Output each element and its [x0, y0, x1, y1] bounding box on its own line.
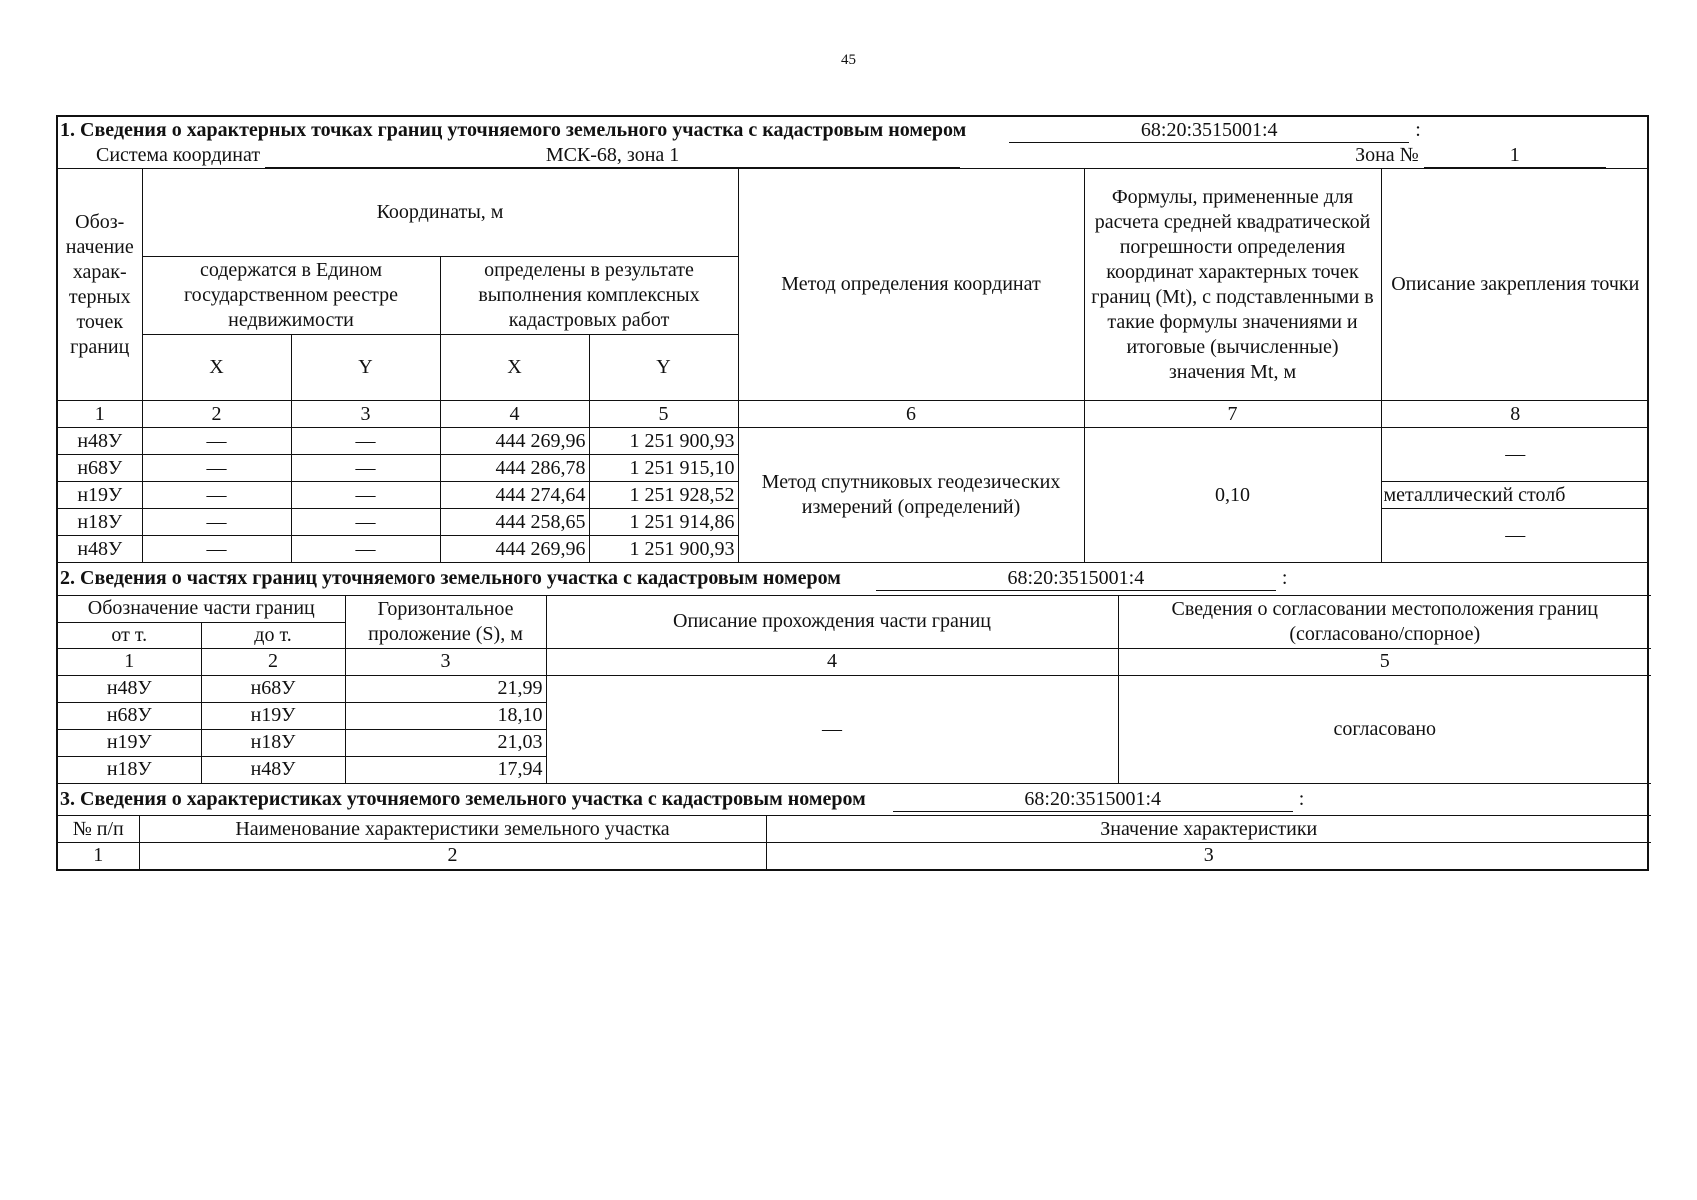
- x-value: 444 269,96: [440, 428, 589, 455]
- section3-table: [58, 784, 1651, 869]
- y-egrn: —: [291, 455, 440, 482]
- to-point: н68У: [201, 675, 345, 702]
- section1-title: 1. Сведения о характерных точках границ уточняемого земельного участка с кадастровым номером: [60, 118, 967, 141]
- col-number: 2: [142, 401, 291, 428]
- fixing-value: —: [1381, 428, 1649, 482]
- y-egrn: —: [291, 536, 440, 563]
- header-designation: Обоз-начение харак-терных точек границ: [58, 169, 142, 401]
- from-point: н48У: [58, 675, 201, 702]
- zone-label: Зона №: [1355, 144, 1419, 166]
- fixing-value: —: [1381, 509, 1649, 563]
- x-egrn: —: [142, 455, 291, 482]
- col-number: 5: [1118, 648, 1651, 675]
- x-egrn: —: [142, 428, 291, 455]
- coord-system-row: [58, 143, 1649, 169]
- x-egrn: —: [142, 482, 291, 509]
- section1-cadastral-number: 68:20:3515001:4: [1009, 119, 1409, 143]
- y-value: 1 251 900,93: [589, 428, 738, 455]
- y-value: 1 251 914,86: [589, 509, 738, 536]
- page-number: 45: [841, 52, 856, 68]
- to-point: н19У: [201, 702, 345, 729]
- mt-value: 0,10: [1084, 428, 1381, 563]
- section1-table: [58, 117, 1649, 563]
- header-method: Метод определения координат: [738, 169, 1084, 401]
- header-x-complex: X: [440, 335, 589, 401]
- header-horizontal: Горизонтальное проложение (S), м: [345, 595, 546, 648]
- header-num: № п/п: [58, 816, 139, 843]
- point-name: н48У: [58, 428, 142, 455]
- header-value: Значение характеристики: [766, 816, 1651, 843]
- col-number: 8: [1381, 401, 1649, 428]
- fixing-value: металлический столб: [1381, 482, 1649, 509]
- section1-title-row: [58, 117, 1649, 143]
- x-egrn: —: [142, 509, 291, 536]
- col-number: 6: [738, 401, 1084, 428]
- to-point: н18У: [201, 729, 345, 756]
- section2-col-numbers: [58, 648, 1651, 675]
- x-egrn: —: [142, 536, 291, 563]
- section2-title-row: [58, 563, 1651, 595]
- description-value: —: [546, 675, 1118, 783]
- section3-title-row: [58, 784, 1651, 816]
- section2-table: [58, 563, 1651, 784]
- section3-cadastral-number: 68:20:3515001:4: [893, 788, 1293, 812]
- section2-title: 2. Сведения о частях границ уточняемого земельного участка с кадастровым номером: [60, 567, 841, 590]
- col-number: 3: [345, 648, 546, 675]
- header-to: до т.: [201, 622, 345, 648]
- col-number: 1: [58, 401, 142, 428]
- header-egrn: содержатся в Едином государственном реестре недвижимости: [142, 257, 440, 335]
- zone-value: 1: [1424, 144, 1606, 168]
- col-number: 3: [291, 401, 440, 428]
- y-value: 1 251 928,52: [589, 482, 738, 509]
- col-number: 5: [589, 401, 738, 428]
- x-value: 444 274,64: [440, 482, 589, 509]
- col-number: 1: [58, 648, 201, 675]
- section1-col-numbers: [58, 401, 1649, 428]
- x-value: 444 258,65: [440, 509, 589, 536]
- point-name: н48У: [58, 536, 142, 563]
- col-number: 4: [440, 401, 589, 428]
- y-egrn: —: [291, 482, 440, 509]
- y-value: 1 251 915,10: [589, 455, 738, 482]
- to-point: н48У: [201, 756, 345, 783]
- section2-colon: :: [1281, 567, 1288, 590]
- horizontal-value: 21,03: [345, 729, 546, 756]
- horizontal-value: 18,10: [345, 702, 546, 729]
- header-coordinates: Координаты, м: [142, 169, 738, 257]
- coord-system-label: Система координат: [96, 144, 261, 166]
- table-row: [58, 675, 1651, 702]
- header-name: Наименование характеристики земельного участка: [139, 816, 766, 843]
- horizontal-value: 21,99: [345, 675, 546, 702]
- point-name: н68У: [58, 455, 142, 482]
- header-x-egrn: X: [142, 335, 291, 401]
- cadastral-document: [56, 115, 1649, 871]
- approval-value: согласовано: [1118, 675, 1651, 783]
- header-approval: Сведения о согласовании местоположения границ (согласовано/спорное): [1118, 595, 1651, 648]
- col-number: 7: [1084, 401, 1381, 428]
- header-complex: определены в результате выполнения комплексных кадастровых работ: [440, 257, 738, 335]
- header-from: от т.: [58, 622, 201, 648]
- from-point: н68У: [58, 702, 201, 729]
- x-value: 444 269,96: [440, 536, 589, 563]
- coord-system-value: МСК-68, зона 1: [265, 144, 960, 168]
- section1-colon: :: [1415, 118, 1421, 141]
- from-point: н19У: [58, 729, 201, 756]
- x-value: 444 286,78: [440, 455, 589, 482]
- horizontal-value: 17,94: [345, 756, 546, 783]
- section2-cadastral-number: 68:20:3515001:4: [876, 567, 1276, 591]
- col-number: 1: [58, 843, 139, 869]
- header-description: Описание прохождения части границ: [546, 595, 1118, 648]
- table-row: [58, 428, 1649, 455]
- col-number: 2: [201, 648, 345, 675]
- col-number: 2: [139, 843, 766, 869]
- col-number: 3: [766, 843, 1651, 869]
- section3-col-numbers: [58, 843, 1651, 869]
- section3-colon: :: [1298, 787, 1305, 810]
- col-number: 4: [546, 648, 1118, 675]
- header-formulas: Формулы, примененные для расчета средней квадратической погрешности определения координат характерных точек границ (Mt), с подставленными в такие формулы значениями и итоговые (вычисленные) значения Mt, м: [1084, 169, 1381, 401]
- y-egrn: —: [291, 509, 440, 536]
- header-y-complex: Y: [589, 335, 738, 401]
- point-name: н18У: [58, 509, 142, 536]
- from-point: н18У: [58, 756, 201, 783]
- header-fixing: Описание закрепления точки: [1381, 169, 1649, 401]
- header-part-designation: Обозначение части границ: [58, 595, 345, 622]
- point-name: н19У: [58, 482, 142, 509]
- y-value: 1 251 900,93: [589, 536, 738, 563]
- header-y-egrn: Y: [291, 335, 440, 401]
- method-value: Метод спутниковых геодезических измерений (определений): [738, 428, 1084, 563]
- y-egrn: —: [291, 428, 440, 455]
- section3-title: 3. Сведения о характеристиках уточняемого земельного участка с кадастровым номером: [60, 787, 866, 810]
